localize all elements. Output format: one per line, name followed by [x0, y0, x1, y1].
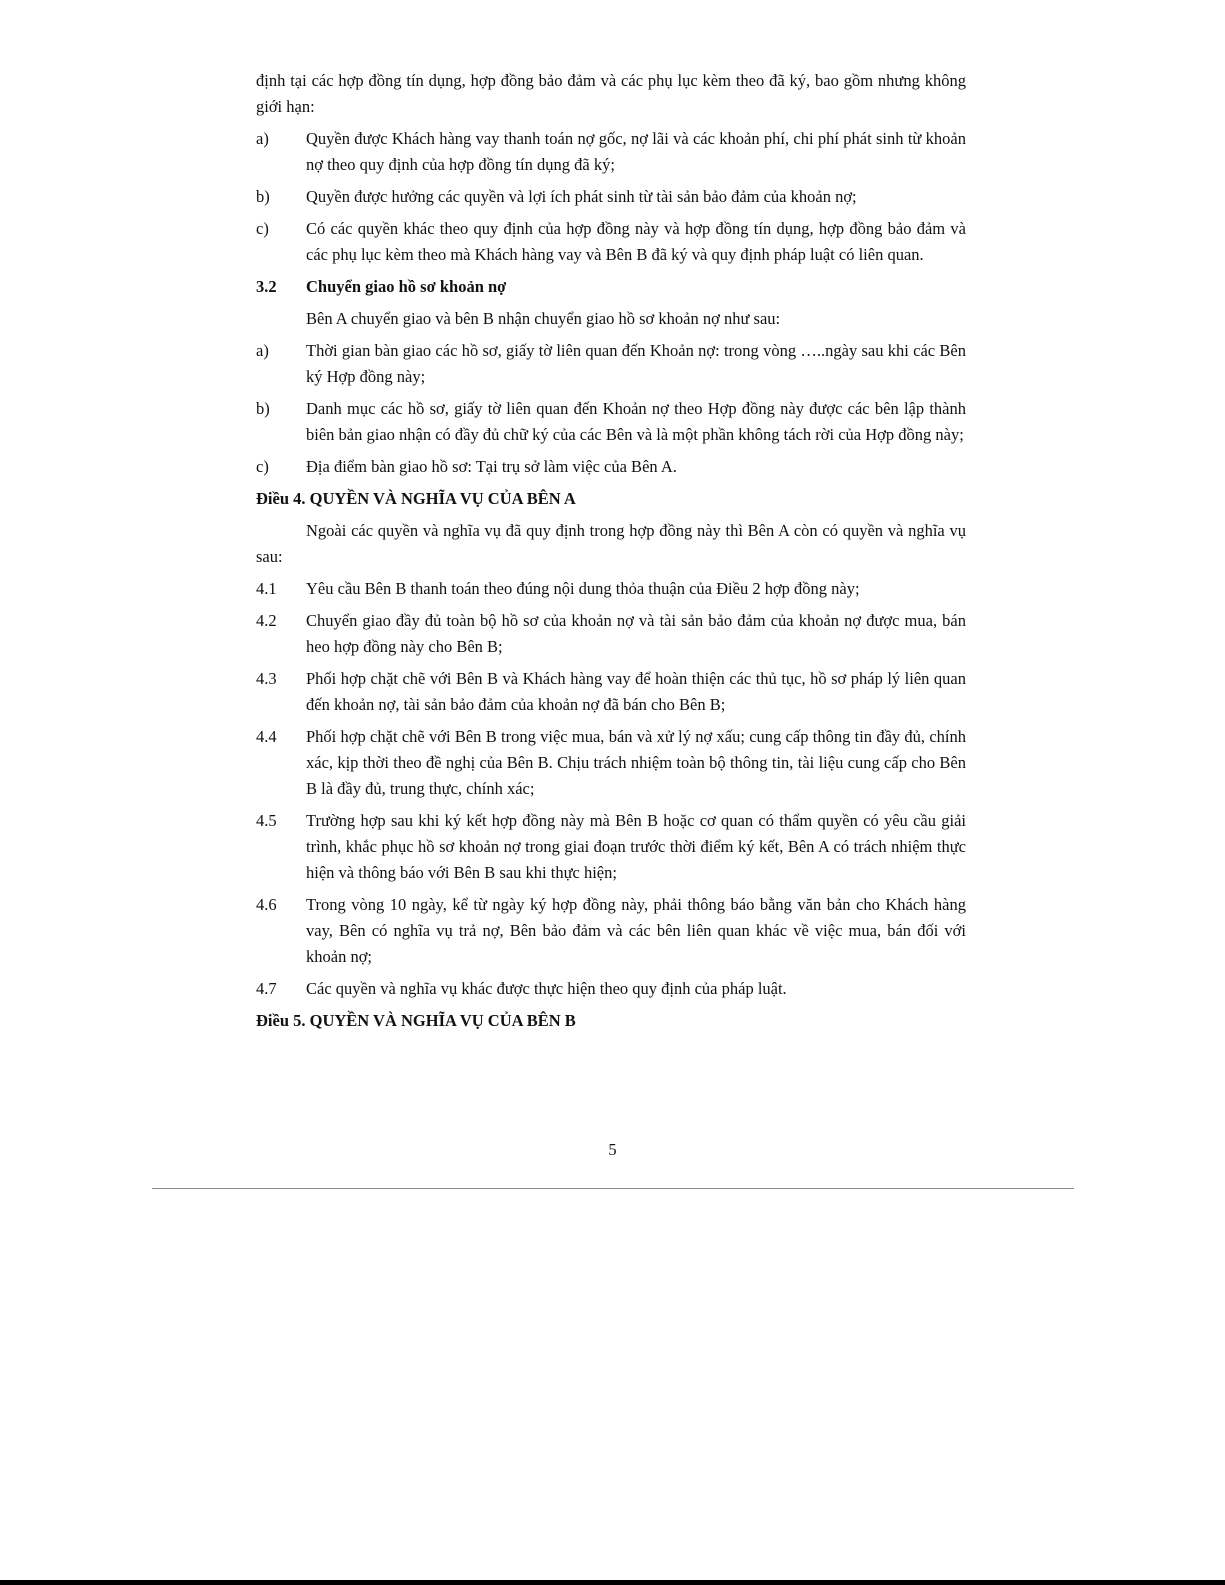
list-item — [256, 976, 966, 1002]
article-4-list — [256, 576, 966, 1002]
article-4-title: Điều 4. QUYỀN VÀ NGHĨA VỤ CỦA BÊN A — [256, 489, 576, 508]
page-body — [256, 68, 966, 1040]
section-3-2-heading — [256, 274, 966, 300]
list-item — [256, 576, 966, 602]
list-item-text: Quyền được hưởng các quyền và lợi ích phát sinh từ tài sản bảo đảm của khoản nợ; — [306, 187, 857, 206]
list-item — [256, 666, 966, 718]
list-item-text: Trong vòng 10 ngày, kể từ ngày ký hợp đồng này, phải thông báo bằng văn bản cho Khách hàng vay, Bên có nghĩa vụ trả nợ, Bên bảo đảm và các bên liên quan khác về việc mua, bán đối với khoản nợ; — [306, 895, 966, 966]
list-item — [256, 126, 966, 178]
list-item-text: Phối hợp chặt chẽ với Bên B và Khách hàng vay để hoàn thiện các thủ tục, hồ sơ pháp lý liên quan đến khoản nợ, tài sản bảo đảm của khoản nợ đã bán cho Bên B; — [306, 669, 966, 714]
list-item-text: Trường hợp sau khi ký kết hợp đồng này mà Bên B hoặc cơ quan có thẩm quyền có yêu cầu giải trình, khắc phục hồ sơ khoản nợ trong giai đoạn trước thời điểm ký kết, Bên A có trách nhiệm thực hiện và thông báo với Bên B sau khi thực hiện; — [306, 811, 966, 882]
list-item-text: Có các quyền khác theo quy định của hợp đồng này và hợp đồng tín dụng, hợp đồng bảo đảm và các phụ lục kèm theo mà Khách hàng vay và Bên B đã ký và quy định pháp luật có liên quan. — [306, 219, 966, 264]
list-item-label: a) — [256, 341, 269, 360]
list-item — [256, 724, 966, 802]
list-item — [256, 454, 966, 480]
list-item-label: 4.2 — [256, 611, 277, 630]
list-item — [256, 216, 966, 268]
list-item — [256, 608, 966, 660]
opening-paragraph: định tại các hợp đồng tín dụng, hợp đồng bảo đảm và các phụ lục kèm theo đã ký, bao gồm nhưng không giới hạn: — [256, 71, 966, 116]
list-item-text: Chuyển giao đầy đủ toàn bộ hồ sơ của khoản nợ và tài sản bảo đảm của khoản nợ được mua, bán heo hợp đồng này cho Bên B; — [306, 611, 966, 656]
section-intro: Bên A chuyển giao và bên B nhận chuyển giao hồ sơ khoản nợ như sau: — [306, 309, 781, 328]
list-item — [256, 184, 966, 210]
list-item-text: Thời gian bàn giao các hồ sơ, giấy tờ liên quan đến Khoản nợ: trong vòng …..ngày sau khi các Bên ký Hợp đồng này; — [306, 341, 966, 386]
list-item-label: a) — [256, 129, 269, 148]
list-item-label: b) — [256, 399, 270, 418]
article-5-title: Điều 5. QUYỀN VÀ NGHĨA VỤ CỦA BÊN B — [256, 1011, 576, 1030]
handover-list — [256, 338, 966, 480]
page-bottom-edge — [0, 1580, 1225, 1585]
list-item-text: Quyền được Khách hàng vay thanh toán nợ gốc, nợ lãi và các khoản phí, chi phí phát sinh từ khoản nợ theo quy định của hợp đồng tín dụng đã ký; — [306, 129, 966, 174]
list-item-label: 4.7 — [256, 979, 277, 998]
article-4-intro: Ngoài các quyền và nghĩa vụ đã quy định trong hợp đồng này thì Bên A còn có quyền và nghĩa vụ sau: — [256, 521, 966, 566]
list-item — [256, 892, 966, 970]
list-item-text: Danh mục các hồ sơ, giấy tờ liên quan đến Khoản nợ theo Hợp đồng này được các bên lập thành biên bản giao nhận có đầy đủ chữ ký của các Bên và là một phần không tách rời của Hợp đồng này; — [306, 399, 966, 444]
list-item-label: 4.5 — [256, 811, 277, 830]
list-item-text: Các quyền và nghĩa vụ khác được thực hiện theo quy định của pháp luật. — [306, 979, 787, 998]
section-title: Chuyển giao hồ sơ khoản nợ — [306, 277, 507, 296]
list-item-text: Yêu cầu Bên B thanh toán theo đúng nội dung thỏa thuận của Điều 2 hợp đồng này; — [306, 579, 860, 598]
list-item — [256, 396, 966, 448]
list-item-label: 4.6 — [256, 895, 277, 914]
list-item-label: b) — [256, 187, 270, 206]
list-item-text: Phối hợp chặt chẽ với Bên B trong việc mua, bán và xử lý nợ xấu; cung cấp thông tin đầy đủ, chính xác, kịp thời theo đề nghị của Bên B. Chịu trách nhiệm toàn bộ thông tin, tài liệu cung cấp cho Bên B là đầy đủ, trung thực, chính xác; — [306, 727, 966, 798]
list-item-label: 4.3 — [256, 669, 277, 688]
list-item — [256, 338, 966, 390]
list-item-label: c) — [256, 219, 269, 238]
list-item-label: 4.4 — [256, 727, 277, 746]
section-number: 3.2 — [256, 277, 277, 296]
page-footer-divider — [152, 1188, 1074, 1189]
list-item-label: 4.1 — [256, 579, 277, 598]
rights-list — [256, 126, 966, 268]
list-item-label: c) — [256, 457, 269, 476]
list-item — [256, 808, 966, 886]
list-item-text: Địa điểm bàn giao hồ sơ: Tại trụ sở làm việc của Bên A. — [306, 457, 677, 476]
page-number: 5 — [608, 1140, 617, 1159]
